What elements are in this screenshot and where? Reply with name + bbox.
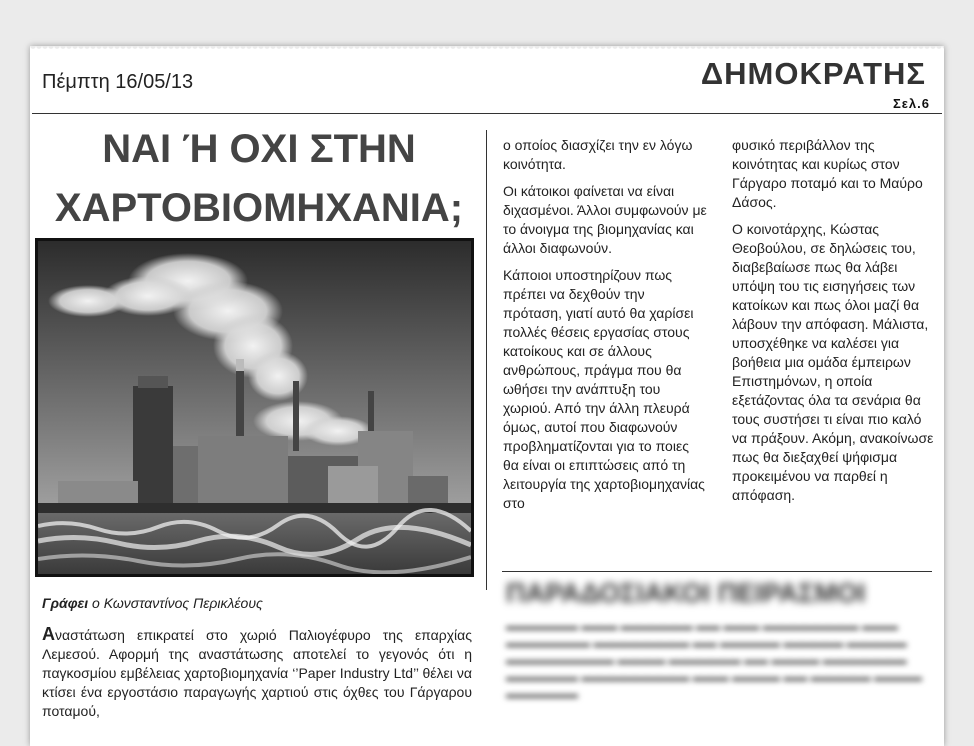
newspaper-page (30, 46, 944, 746)
paragraph: Κάποιοι υποστηρίζουν πως πρέπει να δεχθούν την πρόταση, γιατί αυτό θα χαρίσει πολλές θέσεις εργασίας στους κατοίκους και σε άλλους ανθρώπους, πράγμα που θα ωθήσει την ανάπτυξη του χωριού. Από την άλλη πλευρά όμως, αυτοί που διαφωνούν προβληματίζονται για το ποιες θα είναι οι επιπτώσεις από τη λειτουργία της χαρτοβιομηχανίας στο (503, 267, 705, 511)
paragraph: ο οποίος διασχίζει την εν λόγω κοινότητα. (503, 137, 693, 172)
byline-author: ο Κωνσταντίνος Περικλέους (92, 595, 263, 611)
paragraph: φυσικό περιβάλλον της κοινότητας και κυρίως στον Γάργαρο ποταμό και το Μαύρο Δάσος. (732, 137, 923, 210)
factory-photo (35, 238, 474, 577)
article-headline (34, 120, 484, 238)
issue-date: Πέμπτη 16/05/13 (42, 71, 194, 93)
byline-label: Γράφει (42, 595, 89, 611)
header-rule (32, 113, 942, 114)
section-rule (502, 571, 932, 572)
headline-line-1: ΝΑΙ Ή ΟΧΙ ΣΤΗΝ (102, 127, 416, 171)
second-article-blurred-text: ▬▬▬▬▬▬ ▬▬▬ ▬▬▬▬▬▬ ▬▬ ▬▬▬ ▬▬▬▬▬▬▬▬ ▬▬▬ ▬▬▬▬▬▬▬ ▬▬▬▬▬▬▬▬ ▬▬ ▬▬▬▬▬ ▬▬▬▬▬ ▬▬▬▬▬ ▬▬▬▬▬▬▬▬▬ ▬▬▬▬ ▬▬▬▬▬▬ ▬▬ ▬▬▬▬ ▬▬▬▬▬▬▬ ▬▬▬▬▬▬ ▬▬▬▬▬▬▬▬▬ ▬▬▬ ▬▬▬▬ ▬▬ ▬▬▬▬▬ ▬▬▬▬ ▬▬▬▬▬▬ (506, 619, 923, 701)
lede-dropcap: Α (42, 624, 55, 644)
article-column-2 (503, 136, 707, 521)
masthead: ΔΗΜΟΚΡΑΤΗΣ (700, 56, 926, 91)
lede-text: ναστάτωση επικρατεί στο χωριό Παλιογέφυρο της επαρχίας Λεμεσού. Αφορμή της αναστάτωσης αποτελεί το γεγονός ότι η παγκοσμίου εμβέλειας χαρτοβιομηχανία ‘’Paper Industry Ltd’’ θέλει να κτίσει ένα εργοστάσιο παραγωγής χαρτιού στις όχθες του Γάργαρου ποταμού, (42, 627, 472, 719)
article-column-3 (732, 136, 940, 513)
factory-illustration (38, 241, 471, 574)
page-number: Σελ.6 (892, 96, 930, 111)
second-article-headline: ΠΑΡΑΔΟΣΙΑΚΟΙ ΠΕΙΡΑΣΜΟΙ (506, 578, 866, 608)
headline-line-2: ΧΑΡΤΟΒΙΟΜΗΧΑΝΙΑ; (54, 186, 464, 230)
perforated-edge (30, 46, 944, 52)
column-divider (486, 130, 487, 590)
article-lede (42, 625, 472, 721)
byline (42, 595, 263, 611)
paragraph: Ο κοινοτάρχης, Κώστας Θεοβούλου, σε δηλώσεις του, διαβεβαίωσε πως θα λάβει υπόψη του τις εισηγήσεις των κατοίκων και πως όλοι μαζί θα λάβουν την απόφαση. Μάλιστα, υποσχέθηκε να καλέσει για βοήθεια μια ομάδα έμπειρων Επιστημόνων, η οποία εξετάζοντας όλα τα σενάρια θα τους συστήσει τι είναι πιο καλό να πράξουν. Ακόμη, ανακοίνωσε πως θα διεξαχθεί ψήφισμα προκειμένου να παρθεί η απόφαση. (732, 221, 934, 503)
paragraph: Οι κάτοικοι φαίνεται να είναι διχασμένοι. Άλλοι συμφωνούν με το άνοιγμα της βιομηχανίας και άλλοι διαφωνούν. (503, 183, 707, 256)
